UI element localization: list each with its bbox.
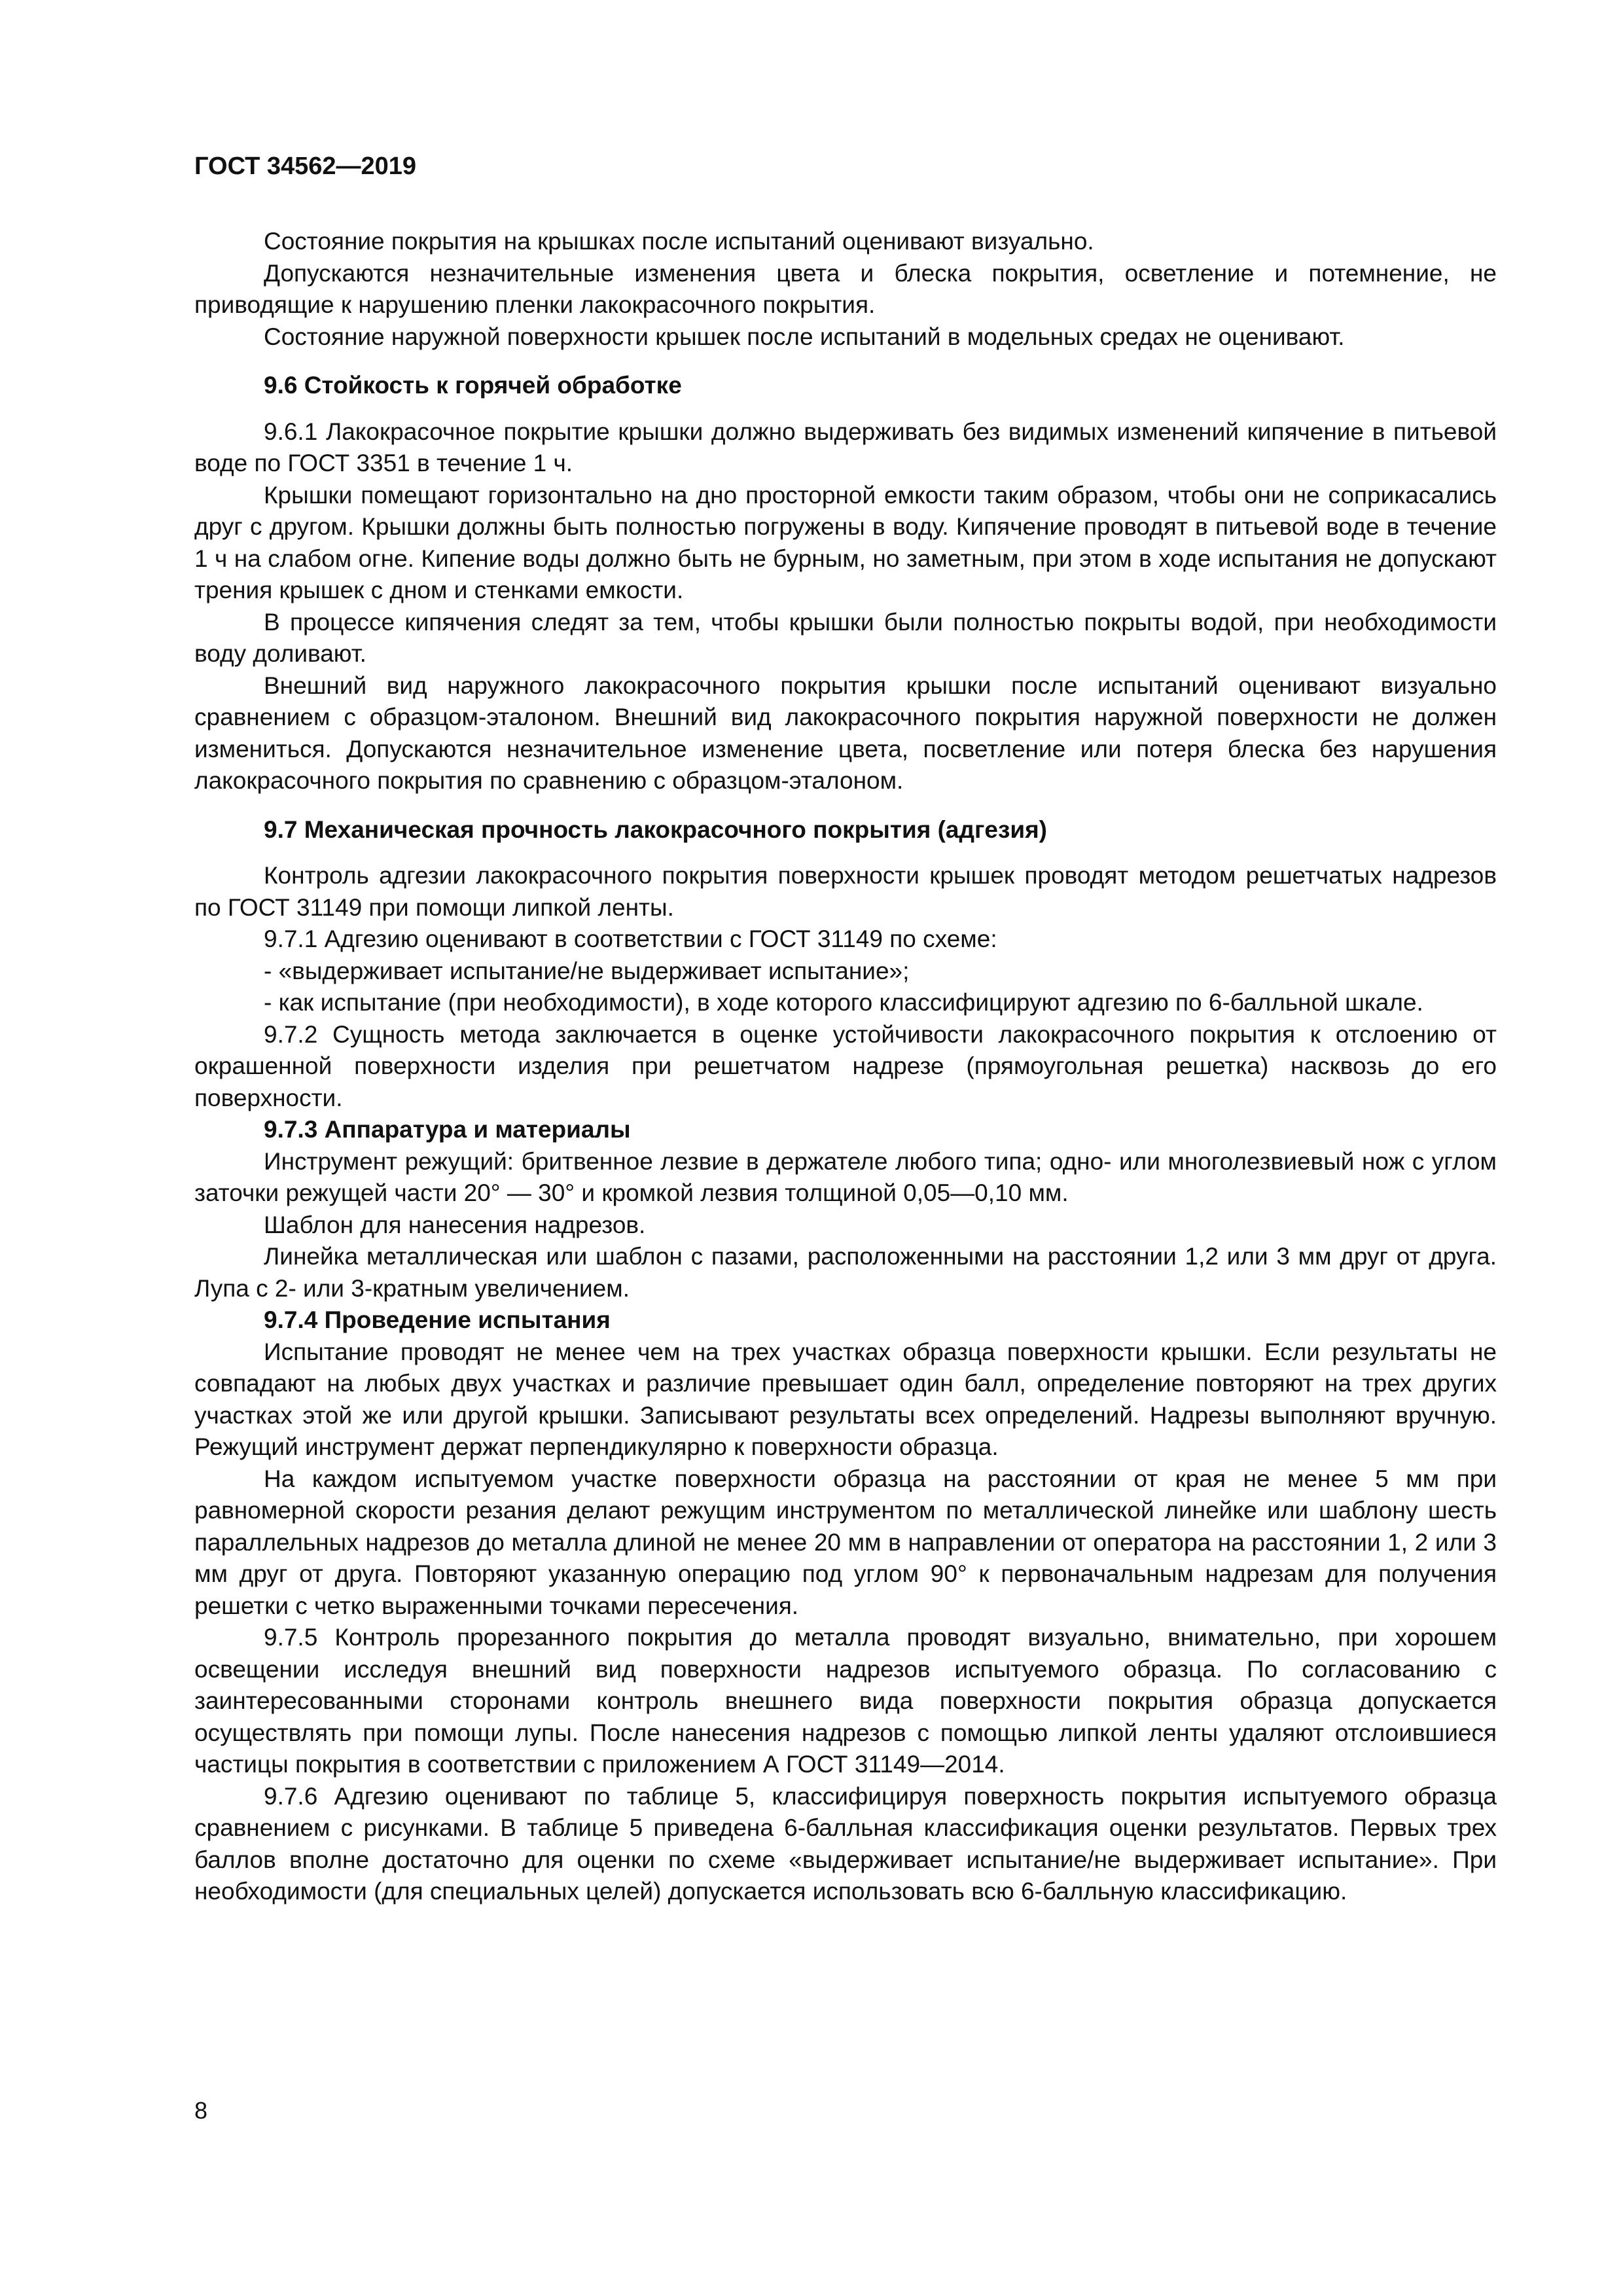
paragraph: На каждом испытуемом участке поверхности образца на расстоянии от края не менее 5 мм при равномерной скорости резания делают режущим инструментом по металлической линейке или шаблону шесть параллельных надрезов до металла длиной не менее 20 мм в направлении от оператора на расстоянии 1, 2 или 3 мм друг от друга. Повторяют указанную операцию под углом 90° к первоначальным надрезам для получения решетки с четко выраженными точками пересечения. [194,1465,1497,1619]
paragraph: Контроль адгезии лакокрасочного покрытия поверхности крышек проводят методом решетчатых надрезов по ГОСТ 31149 при помощи липкой ленты. [194,862,1497,921]
list-item: - как испытание (при необходимости), в ходе которого классифицируют адгезию по 6-балльной шкале. [264,989,1423,1016]
paragraph: Линейка металлическая или шаблон с пазами, расположенными на расстоянии 1,2 или 3 мм друг от друга. Лупа с 2- или 3-кратным увеличением. [194,1243,1497,1302]
subsection-heading-9-7-3: 9.7.3 Аппаратура и материалы [264,1116,631,1143]
paragraph: Допускаются незначительные изменения цвета и блеска покрытия, осветление и потемнение, не приводящие к нарушению пленки лакокрасочного покрытия. [194,259,1497,318]
paragraph: 9.7.1 Адгезию оценивают в соответствии с ГОСТ 31149 по схеме: [264,925,997,952]
paragraph: 9.7.5 Контроль прорезанного покрытия до металла проводят визуально, внимательно, при хорошем освещении исследуя внешний вид поверхности надрезов испытуемого образца. По согласованию с заинтересованными сторонами контроль внешнего вида поверхности покрытия образца допускается осуществлять при помощи лупы. После нанесения надрезов с помощью липкой ленты удаляют отслоившиеся частицы покрытия в соответствии с приложением А ГОСТ 31149—2014. [194,1624,1497,1778]
paragraph: 9.6.1 Лакокрасочное покрытие крышки должно выдерживать без видимых изменений кипячение в питьевой воде по ГОСТ 3351 в течение 1 ч. [194,418,1497,476]
section-heading-9-6: 9.6 Стойкость к горячей обработке [264,372,682,399]
paragraph: Шаблон для нанесения надрезов. [264,1211,646,1238]
paragraph: 9.7.2 Сущность метода заключается в оценке устойчивости лакокрасочного покрытия к отслоению от окрашенной поверхности изделия при решетчатом надрезе (прямоугольная решетка) насквозь до его поверхности. [194,1020,1497,1111]
paragraph: Внешний вид наружного лакокрасочного покрытия крышки после испытаний оценивают визуально сравнением с образцом-эталоном. Внешний вид лакокрасочного покрытия наружной поверхности не должен измениться. Допускаются незначительное изменение цвета, посветление или потеря блеска без нарушения лакокрасочного покрытия по сравнению с образцом-эталоном. [194,672,1497,794]
list-item: - «выдерживает испытание/не выдерживает испытание»; [264,957,910,984]
section-heading-9-7: 9.7 Механическая прочность лакокрасочного покрытия (адгезия) [264,816,1048,843]
paragraph: Состояние покрытия на крышках после испытаний оценивают визуально. [264,228,1094,255]
paragraph: Крышки помещают горизонтально на дно просторной емкости таким образом, чтобы они не соприкасались друг с другом. Крышки должны быть полностью погружены в воду. Кипячение проводят в питьевой воде в течение 1 ч на слабом огне. Кипение воды должно быть не бурным, но заметным, при этом в ходе испытания не допускают трения крышек с дном и стенками емкости. [194,481,1497,603]
paragraph: Состояние наружной поверхности крышек после испытаний в модельных средах не оценивают. [264,323,1345,350]
page-number: 8 [194,2097,208,2124]
document-page [194,151,1497,1908]
paragraph: Испытание проводят не менее чем на трех участках образца поверхности крышки. Если результаты не совпадают на любых двух участках и различие превышает один балл, определение повторяют на трех других участках этой же или другой крышки. Записывают результаты всех определений. Надрезы выполняют вручную. Режущий инструмент держат перпендикулярно к поверхности образца. [194,1338,1497,1460]
subsection-heading-9-7-4: 9.7.4 Проведение испытания [264,1306,611,1333]
paragraph: 9.7.6 Адгезию оценивают по таблице 5, классифицируя поверхность покрытия испытуемого образца сравнением с рисунками. В таблице 5 приведена 6-балльная классификация оценки результатов. Первых трех баллов вполне достаточно для оценки по схеме «выдерживает испытание/не выдерживает испытание». При необходимости (для специальных целей) допускается использовать всю 6-балльную классификацию. [194,1782,1497,1905]
paragraph: В процессе кипячения следят за тем, чтобы крышки были полностью покрыты водой, при необходимости воду доливают. [194,608,1497,667]
document-code-header: ГОСТ 34562—2019 [194,152,417,180]
paragraph: Инструмент режущий: бритвенное лезвие в держателе любого типа; одно- или многолезвиевый нож с углом заточки режущей части 20° — 30° и кромкой лезвия толщиной 0,05—0,10 мм. [194,1147,1497,1206]
